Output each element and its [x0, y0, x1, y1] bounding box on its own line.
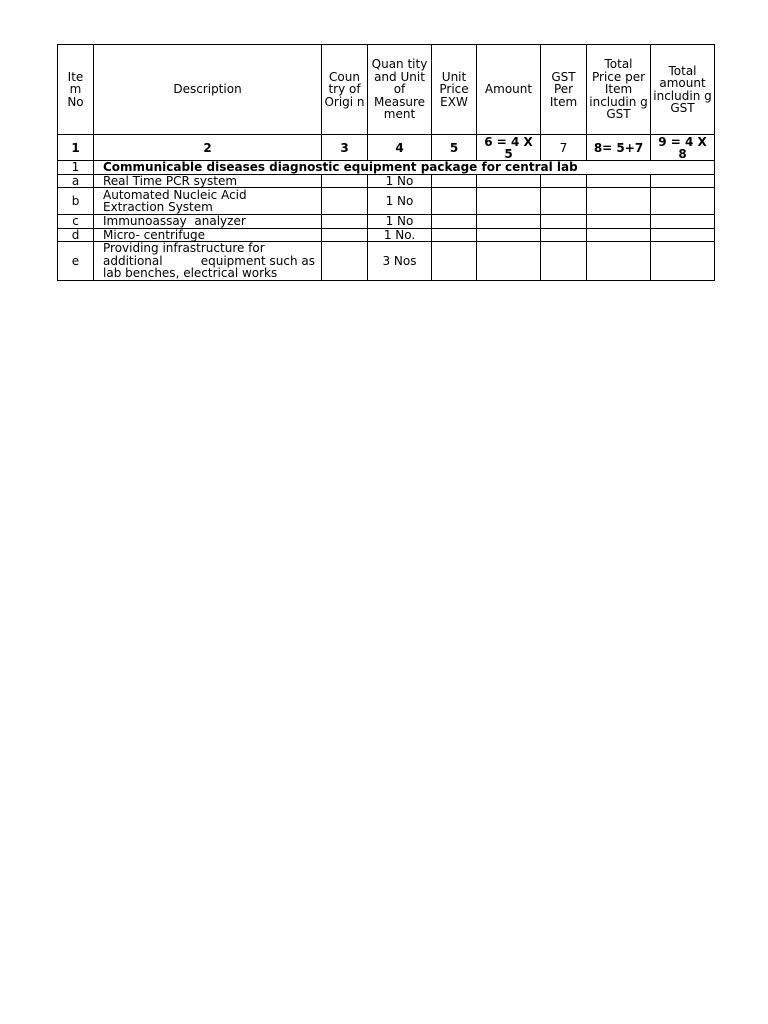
column-number-5: 5	[432, 135, 477, 161]
column-number-6: 6 = 4 X 5	[477, 135, 541, 161]
quantity-cell: 1 No	[368, 215, 432, 229]
total-amount-cell	[651, 188, 715, 215]
quantity-cell: 1 No	[368, 174, 432, 188]
gst-cell	[541, 215, 587, 229]
amount-cell	[477, 215, 541, 229]
column-number-8: 8= 5+7	[587, 135, 651, 161]
column-number-3: 3	[322, 135, 368, 161]
table-row	[58, 174, 715, 188]
total-price-cell	[587, 242, 651, 281]
gst-cell	[541, 188, 587, 215]
header-item-no: Ite m No	[58, 45, 94, 135]
amount-cell	[477, 228, 541, 242]
total-price-cell	[587, 188, 651, 215]
item-no-cell: b	[58, 188, 94, 215]
table-row	[58, 188, 715, 215]
unit-price-cell	[432, 188, 477, 215]
unit-price-cell	[432, 174, 477, 188]
table-row	[58, 242, 715, 281]
description-cell: Automated Nucleic Acid Extraction System	[94, 188, 322, 215]
gst-cell	[541, 242, 587, 281]
gst-cell	[541, 228, 587, 242]
quantity-cell: 1 No.	[368, 228, 432, 242]
header-amount: Amount	[477, 45, 541, 135]
amount-cell	[477, 242, 541, 281]
group-title: Communicable diseases diagnostic equipment package for central lab	[94, 161, 715, 175]
country-cell	[322, 215, 368, 229]
description-cell: Providing infrastructure for additional equipment such as lab benches, electrical works	[94, 242, 322, 281]
column-number-2: 2	[94, 135, 322, 161]
header-unit-price: Unit Price EXW	[432, 45, 477, 135]
total-amount-cell	[651, 228, 715, 242]
header-row	[58, 45, 715, 135]
total-price-cell	[587, 228, 651, 242]
column-number-row	[58, 135, 715, 161]
price-schedule-table	[57, 44, 715, 281]
country-cell	[322, 188, 368, 215]
quantity-cell: 3 Nos	[368, 242, 432, 281]
header-total-amount: Total amount includin g GST	[651, 45, 715, 135]
item-no-cell: c	[58, 215, 94, 229]
column-number-4: 4	[368, 135, 432, 161]
unit-price-cell	[432, 242, 477, 281]
header-total-price: Total Price per Item includin g GST	[587, 45, 651, 135]
unit-price-cell	[432, 228, 477, 242]
country-cell	[322, 228, 368, 242]
header-description: Description	[94, 45, 322, 135]
header-gst: GST Per Item	[541, 45, 587, 135]
table-row	[58, 215, 715, 229]
description-cell: Real Time PCR system	[94, 174, 322, 188]
table-row	[58, 228, 715, 242]
total-price-cell	[587, 215, 651, 229]
total-amount-cell	[651, 215, 715, 229]
quantity-cell: 1 No	[368, 188, 432, 215]
description-cell: Micro- centrifuge	[94, 228, 322, 242]
unit-price-cell	[432, 215, 477, 229]
total-amount-cell	[651, 242, 715, 281]
country-cell	[322, 242, 368, 281]
column-number-1: 1	[58, 135, 94, 161]
header-quantity: Quan tity and Unit of Measure ment	[368, 45, 432, 135]
column-number-7: 7	[541, 135, 587, 161]
item-no-cell: e	[58, 242, 94, 281]
amount-cell	[477, 188, 541, 215]
amount-cell	[477, 174, 541, 188]
column-number-9: 9 = 4 X 8	[651, 135, 715, 161]
gst-cell	[541, 174, 587, 188]
group-item-no: 1	[58, 161, 94, 175]
group-row	[58, 161, 715, 175]
description-cell: Immunoassay analyzer	[94, 215, 322, 229]
item-no-cell: d	[58, 228, 94, 242]
total-amount-cell	[651, 174, 715, 188]
country-cell	[322, 174, 368, 188]
item-no-cell: a	[58, 174, 94, 188]
total-price-cell	[587, 174, 651, 188]
header-country-of-origin: Coun try of Origi n	[322, 45, 368, 135]
